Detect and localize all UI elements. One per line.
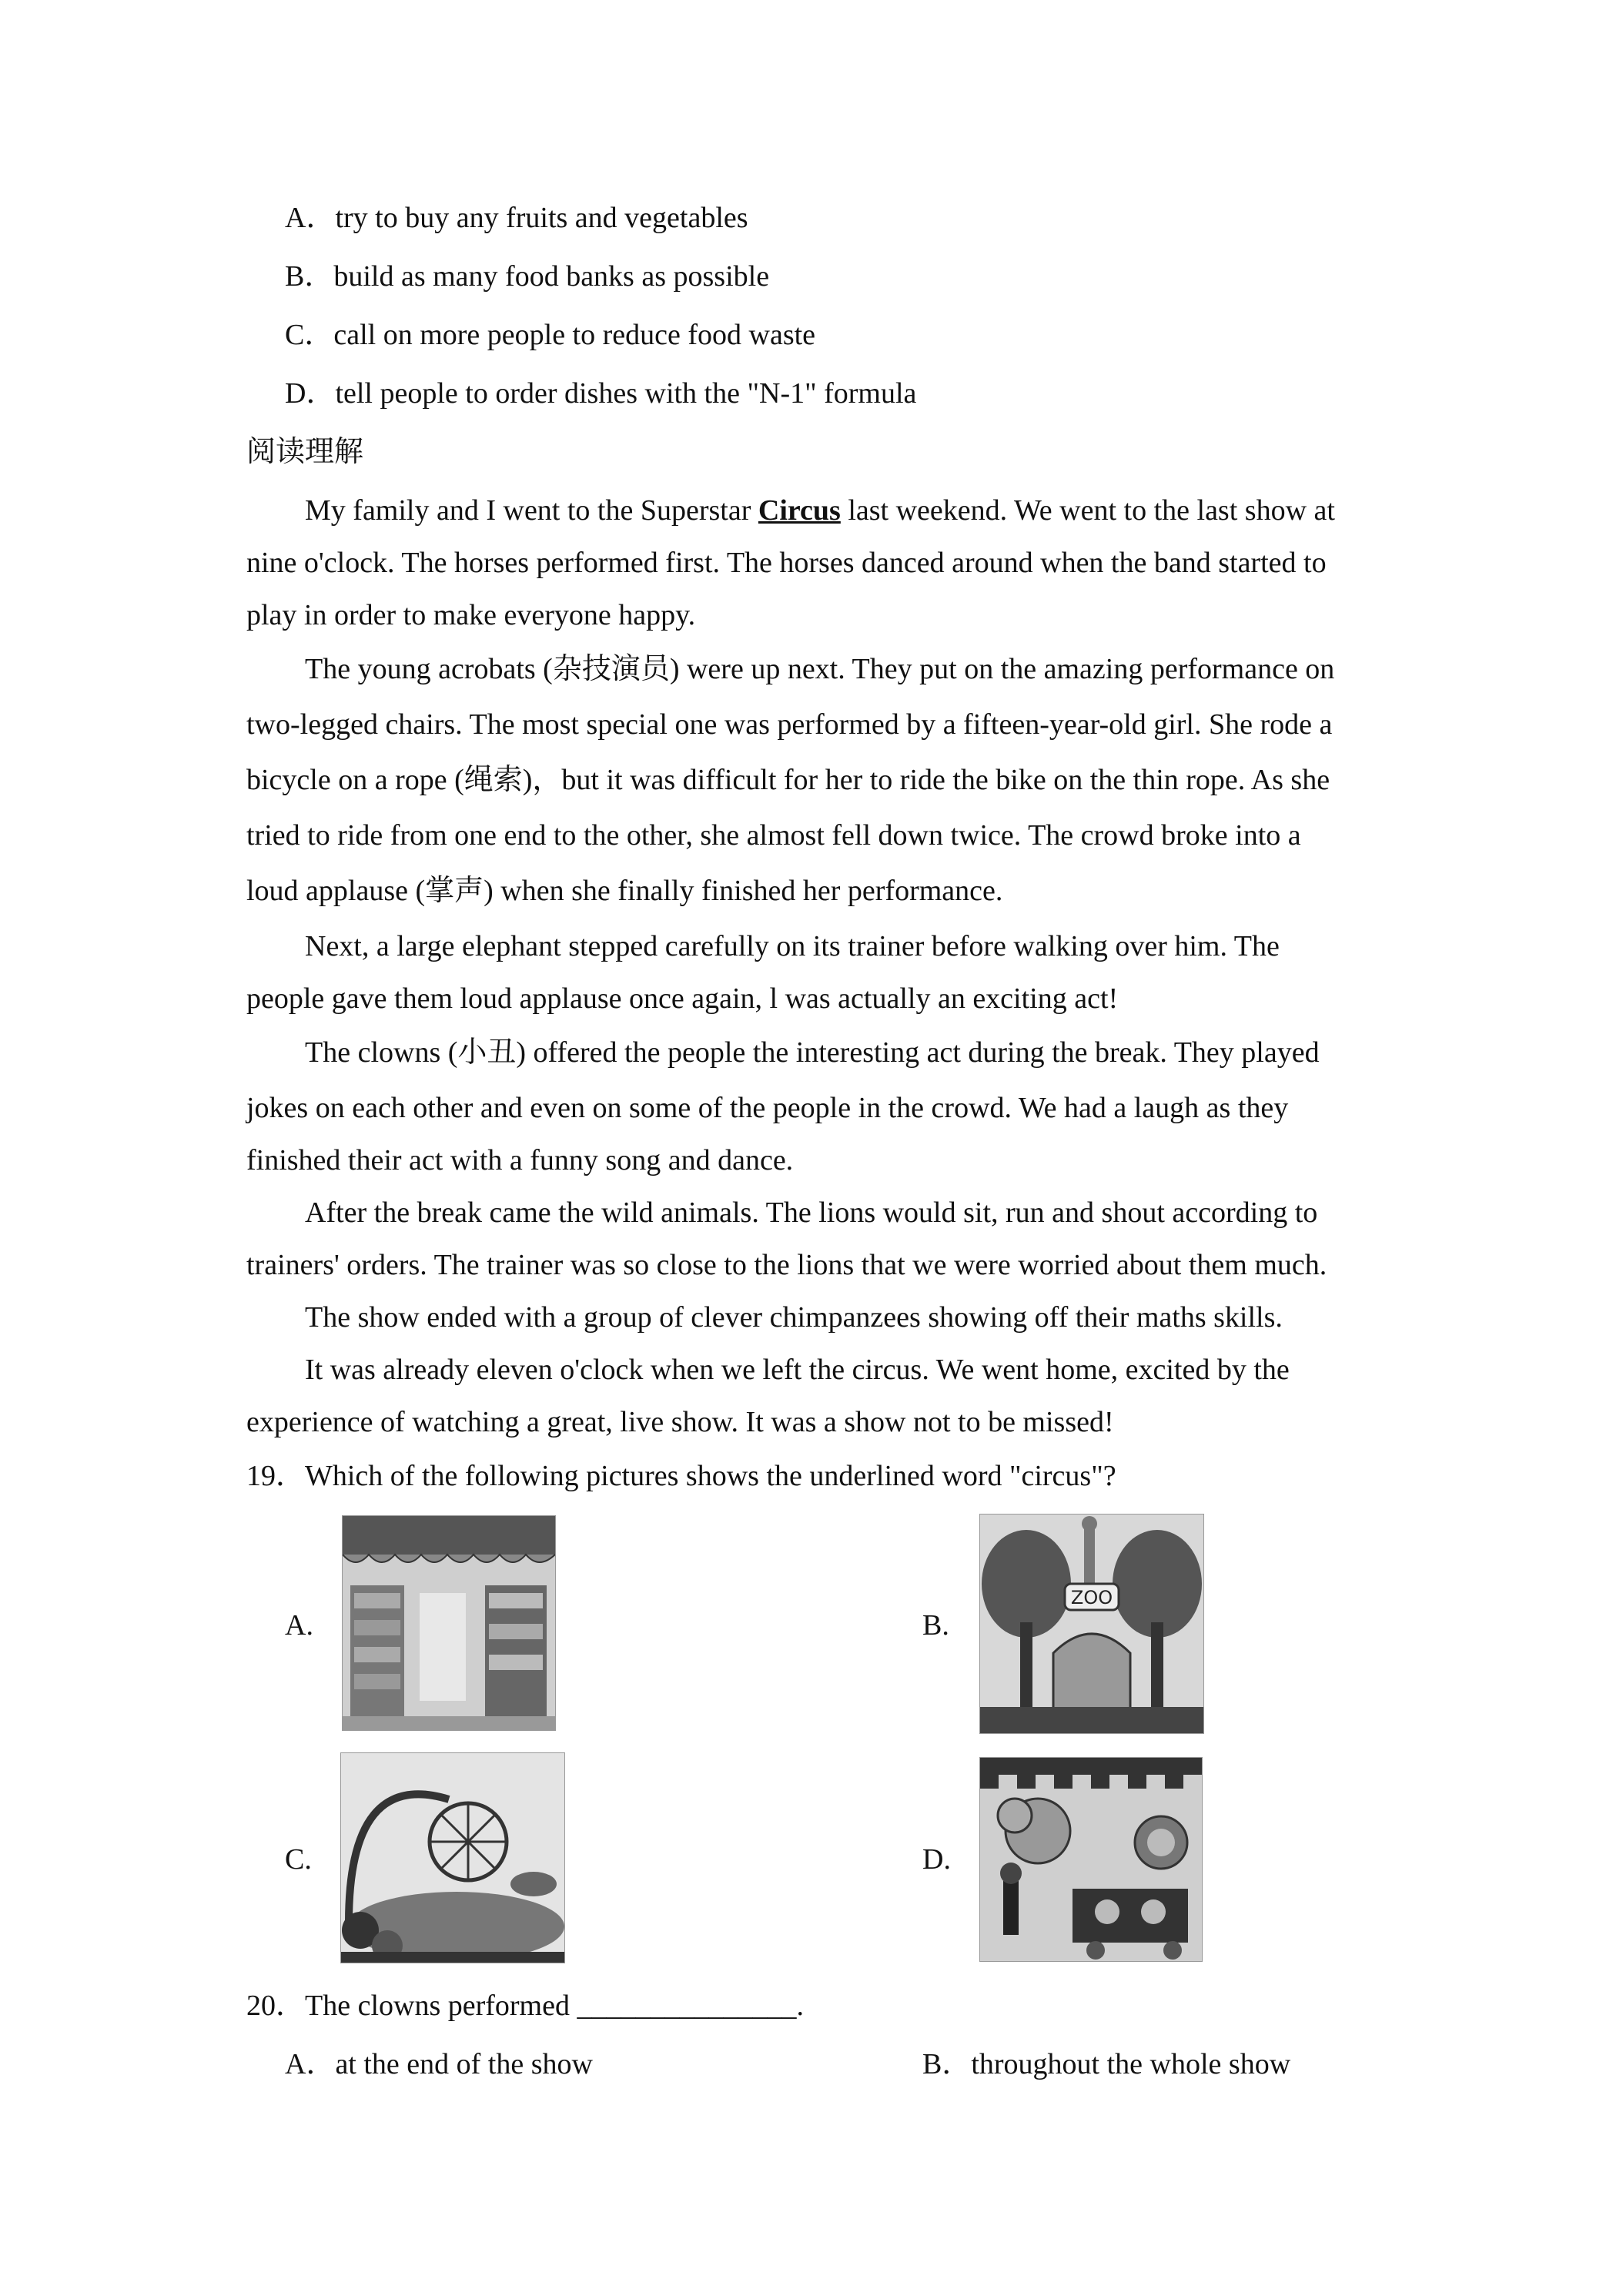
passage-line: play in order to make everyone happy. (246, 599, 696, 631)
picture-zoo[interactable] (979, 1514, 1204, 1734)
passage-line: nine o'clock. The horses performed first. The horses danced around when the band started to (246, 547, 1327, 579)
passage-line: The clowns (小丑) offered the people the interesting act during the break. They played (305, 1036, 1320, 1069)
circus-illustration (980, 1758, 1202, 1961)
passage-line: Next, a large elephant stepped carefully on its trainer before walking over him. The (305, 930, 1280, 962)
supermarket-illustration (343, 1516, 555, 1730)
passage-line: finished their act with a funny song and dance. (246, 1144, 794, 1176)
passage-line: jokes on each other and even on some of the people in the crowd. We had a laugh as they (246, 1092, 1289, 1124)
q19-label-a: A. (285, 1609, 313, 1642)
q20-option-b: B．throughout the whole show (922, 2048, 1291, 2080)
prev-option-d: D．tell people to order dishes with the "N-1" formula (285, 377, 917, 410)
passage-line: trainers' orders. The trainer was so close to the lions that we were worried about them much. (246, 1249, 1327, 1281)
prev-option-a: A．try to buy any fruits and vegetables (285, 202, 748, 234)
zoo-sign-text: ZOO (1070, 1587, 1113, 1608)
passage-line (305, 493, 1335, 528)
passage-line: experience of watching a great, live show. It was a show not to be missed! (246, 1406, 1114, 1438)
passage-line: two-legged chairs. The most special one was performed by a fifteen-year-old girl. She rode a (246, 708, 1333, 741)
q19-label-d: D. (922, 1843, 951, 1876)
prev-option-c: C．call on more people to reduce food waste (285, 319, 816, 351)
passage-text: My family and I went to the Superstar (305, 494, 758, 527)
passage-line: bicycle on a rope (绳索)，but it was difficult for her to ride the bike on the thin rope. As she (246, 764, 1330, 796)
passage-line: It was already eleven o'clock when we left the circus. We went home, excited by the (305, 1354, 1290, 1386)
underlined-word-circus: Circus (758, 494, 841, 527)
passage-line: people gave them loud applause once again, l was actually an exciting act! (246, 982, 1119, 1015)
question-20-stem: 20．The clowns performed _______________. (246, 1990, 804, 2022)
passage-line: tried to ride from one end to the other, she almost fell down twice. The crowd broke into a (246, 819, 1301, 852)
passage-text: last weekend. We went to the last show at (840, 494, 1335, 527)
picture-circus[interactable] (979, 1757, 1203, 1962)
passage-line: loud applause (掌声) when she finally finished her performance. (246, 875, 1003, 907)
passage-line: The young acrobats (杂技演员) were up next. They put on the amazing performance on (305, 653, 1335, 685)
passage-line: The show ended with a group of clever chimpanzees showing off their maths skills. (305, 1301, 1283, 1334)
picture-amusement-park[interactable] (340, 1752, 565, 1963)
amusement-park-illustration (341, 1753, 564, 1963)
question-19-stem: 19．Which of the following pictures shows the underlined word "circus"? (246, 1460, 1116, 1492)
prev-option-b: B．build as many food banks as possible (285, 260, 770, 293)
q19-label-c: C. (285, 1843, 312, 1876)
section-title: 阅读理解 (246, 436, 364, 468)
q20-option-a: A．at the end of the show (285, 2048, 593, 2080)
picture-supermarket[interactable] (342, 1515, 556, 1731)
zoo-illustration (980, 1514, 1203, 1733)
passage-line: After the break came the wild animals. The lions would sit, run and shout according to (305, 1197, 1318, 1229)
q19-label-b: B. (922, 1609, 949, 1642)
